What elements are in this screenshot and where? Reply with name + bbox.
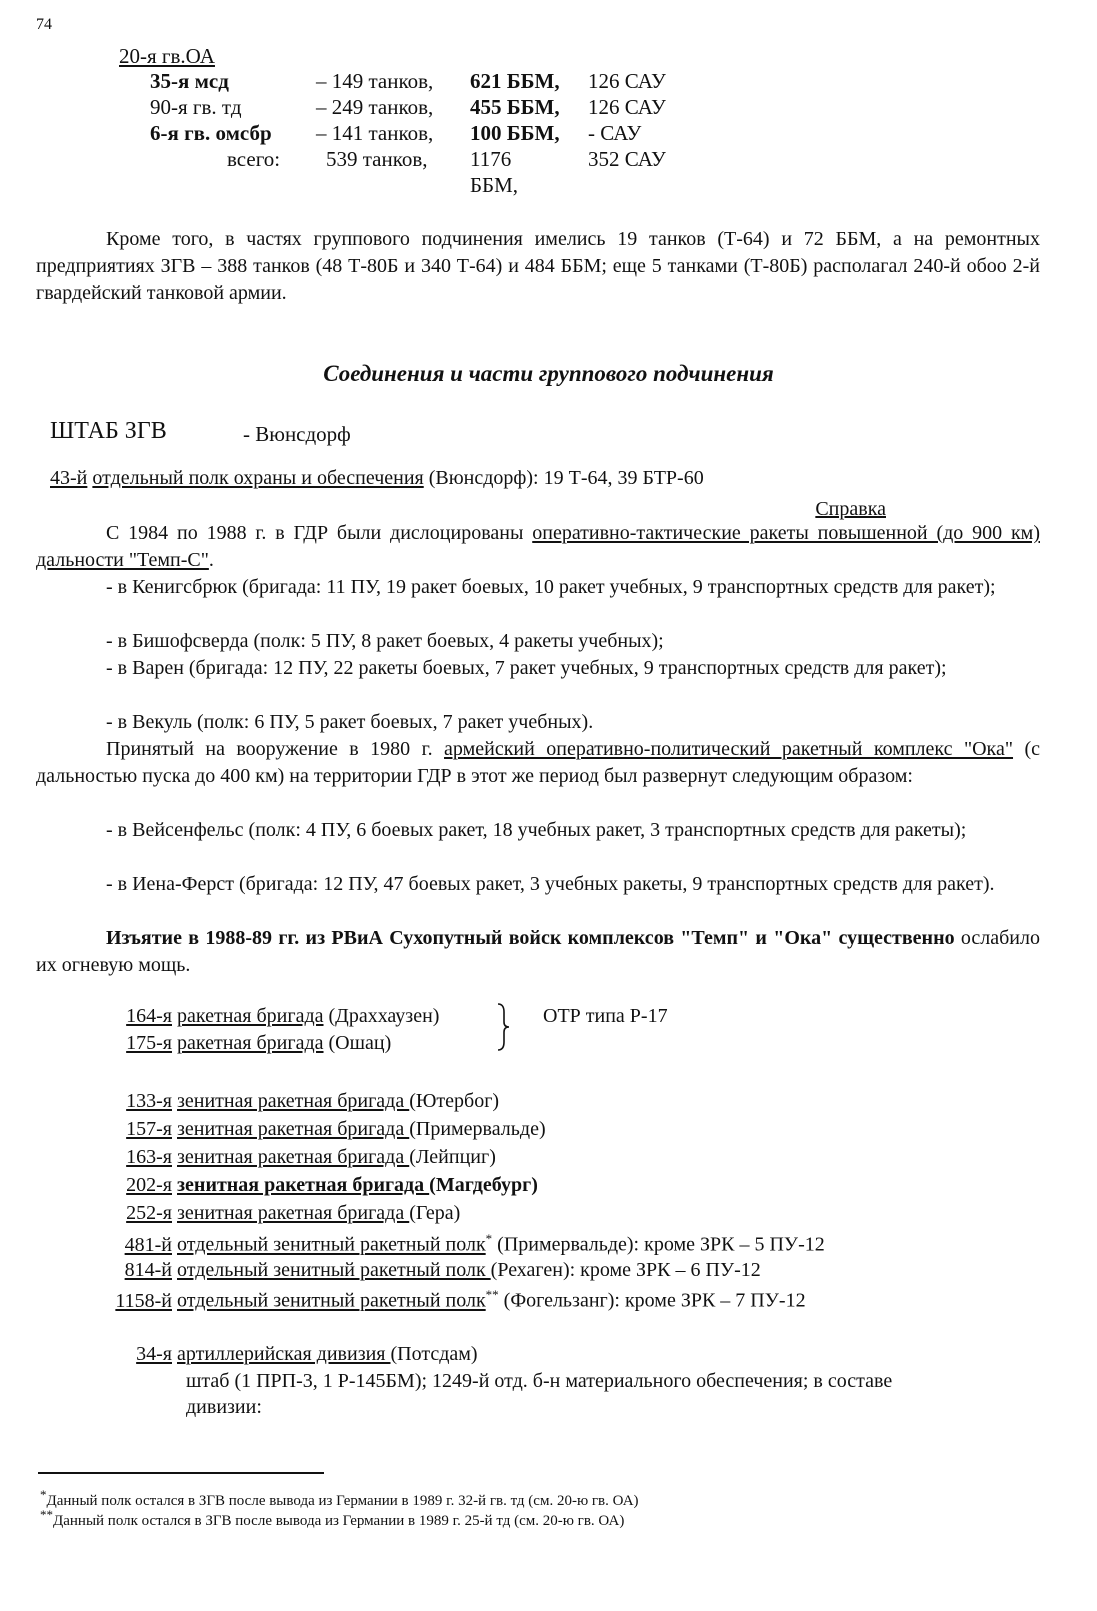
list-item bbox=[100, 1231, 825, 1257]
reference-label: Справка bbox=[815, 498, 886, 520]
unit-location: (Потсдам) bbox=[390, 1343, 478, 1365]
sau-count: - САУ bbox=[588, 121, 642, 145]
regiment-details: (Вюнсдорф): 19 Т-64, 39 БТР-60 bbox=[423, 467, 704, 489]
tank-count: – 149 танков, bbox=[316, 69, 434, 93]
footnote-mark: * bbox=[485, 1231, 493, 1246]
tank-count: – 141 танков, bbox=[316, 121, 434, 145]
right-brace-icon bbox=[496, 1002, 510, 1052]
oka-intro-rest: (с дальностью пуска до 400 км) на территории ГДР в этот же период был развернут следующим образом: bbox=[36, 738, 1040, 787]
artillery-division bbox=[100, 1343, 478, 1366]
unit-location: (Примервальде) bbox=[409, 1118, 546, 1140]
total-sau: 352 САУ bbox=[588, 147, 666, 171]
footnote-divider bbox=[38, 1472, 324, 1474]
list-item bbox=[100, 1259, 761, 1282]
footnote-mark: * bbox=[40, 1487, 47, 1502]
unit-number: 202-я bbox=[126, 1174, 172, 1196]
temp-item: - в Кенигсбрюк (бригада: 11 ПУ, 19 ракет боевых, 10 ракет учебных, 9 транспортных средств для ракет); bbox=[106, 576, 996, 598]
unit-name: отдельный зенитный ракетный полк bbox=[177, 1259, 491, 1281]
temp-intro bbox=[36, 520, 1040, 574]
summary-paragraph: Кроме того, в частях группового подчинения имелись 19 танков (Т-64) и 72 ББМ, а на ремонтных предприятиях ЗГВ – 388 танков (48 Т-80Б и 340 Т-64) и 484 ББМ; еще 5 танками (Т-80Б) располагал 240-й обоо 2-й гвардейский танковой армии. bbox=[36, 228, 1040, 304]
oka-intro bbox=[36, 736, 1040, 790]
unit-name: 35-я мсд bbox=[150, 69, 229, 93]
unit-number: 252-я bbox=[126, 1202, 172, 1224]
regiment-name: отдельный полк охраны и обеспечения bbox=[92, 467, 424, 489]
bbm-count: 621 ББМ, bbox=[470, 69, 560, 93]
sau-count: 126 САУ bbox=[588, 95, 666, 119]
unit-location: (Фогельзанг): кроме ЗРК – 7 ПУ-12 bbox=[498, 1289, 806, 1312]
list-item bbox=[100, 1202, 460, 1225]
temp-item: - в Варен (бригада: 12 ПУ, 22 ракеты боевых, 7 ракет учебных, 9 транспортных средств для ракет); bbox=[106, 657, 947, 679]
total-tanks: 539 танков, bbox=[326, 147, 428, 171]
list-item bbox=[100, 1287, 806, 1313]
unit-name: отдельный зенитный ракетный полк bbox=[177, 1289, 486, 1312]
unit-name: ракетная бригада bbox=[177, 1005, 324, 1027]
unit-name: отдельный зенитный ракетный полк bbox=[177, 1233, 486, 1256]
unit-number: 481-й bbox=[124, 1233, 172, 1256]
page-number: 74 bbox=[36, 16, 52, 33]
list-item bbox=[100, 1174, 538, 1197]
withdrawal-paragraph bbox=[36, 925, 1040, 979]
temp-intro-end: . bbox=[208, 549, 214, 571]
unit-location: (Магдебург) bbox=[429, 1174, 538, 1196]
unit-name: 90-я гв. тд bbox=[150, 95, 242, 119]
unit-location: (Гера) bbox=[409, 1202, 461, 1224]
total-bbm: 1176 bbox=[470, 147, 512, 171]
hq-location: - Вюнсдорф bbox=[243, 422, 351, 446]
list-item bbox=[100, 1118, 546, 1141]
unit-number: 163-я bbox=[126, 1146, 172, 1168]
unit-number: 814-й bbox=[124, 1259, 172, 1281]
total-bbm-unit: ББМ, bbox=[470, 173, 519, 197]
tank-count: – 249 танков, bbox=[316, 95, 434, 119]
bbm-count: 455 ББМ, bbox=[470, 95, 560, 119]
unit-location: (Рехаген): кроме ЗРК – 6 ПУ-12 bbox=[490, 1259, 761, 1281]
total-label: всего: bbox=[227, 147, 281, 171]
artillery-description-cont: дивизии: bbox=[186, 1396, 262, 1418]
temp-missile-name: оперативно-тактические ракеты повышенной (до 900 км) дальности "Темп-С" bbox=[36, 522, 1040, 571]
temp-intro-text: С 1984 по 1988 г. в ГДР были дислоцированы bbox=[106, 522, 533, 544]
unit-location: (Драххаузен) bbox=[323, 1005, 440, 1027]
footnote-text: Данный полк остался в ЗГВ после вывода из Германии в 1989 г. 25-й тд (см. 20-ю гв. ОА) bbox=[53, 1513, 625, 1529]
list-item bbox=[100, 1032, 391, 1055]
oka-complex-name: армейский оперативно-политический ракетный комплекс "Ока" bbox=[444, 738, 1014, 760]
unit-number: 164-я bbox=[126, 1005, 172, 1027]
section-title: Соединения и части группового подчинения bbox=[323, 361, 774, 386]
unit-name: зенитная ракетная бригада bbox=[177, 1146, 410, 1168]
hq-label: ШТАБ ЗГВ bbox=[50, 418, 167, 444]
temp-item: - в Бишофсверда (полк: 5 ПУ, 8 ракет боевых, 4 ракеты учебных); bbox=[106, 630, 664, 652]
otr-note: ОТР типа Р-17 bbox=[543, 1005, 668, 1027]
withdrawal-bold: Изъятие в 1988-89 гг. из РВиА Сухопутный войск комплексов "Темп" и "Ока" существенно bbox=[106, 927, 955, 949]
footnote bbox=[40, 1507, 624, 1530]
unit-location: (Ошац) bbox=[323, 1032, 392, 1054]
temp-item: - в Векуль (полк: 6 ПУ, 5 ракет боевых, 7 ракет учебных). bbox=[106, 711, 594, 733]
footnote-mark: ** bbox=[485, 1287, 499, 1302]
unit-name: зенитная ракетная бригада bbox=[177, 1174, 430, 1196]
unit-name: зенитная ракетная бригада bbox=[177, 1090, 410, 1112]
regiment-43-line bbox=[50, 467, 704, 490]
list-item bbox=[100, 1090, 499, 1113]
unit-name: зенитная ракетная бригада bbox=[177, 1118, 410, 1140]
unit-location: (Ютербог) bbox=[409, 1090, 500, 1112]
unit-location: (Лейпциг) bbox=[409, 1146, 496, 1168]
bbm-count: 100 ББМ, bbox=[470, 121, 560, 145]
list-item bbox=[100, 1005, 439, 1028]
army-title: 20-я гв.ОА bbox=[119, 44, 215, 68]
unit-name: артиллерийская дивизия bbox=[177, 1343, 391, 1365]
unit-number: 175-я bbox=[126, 1032, 172, 1054]
unit-location: (Примервальде): кроме ЗРК – 5 ПУ-12 bbox=[492, 1233, 825, 1256]
oka-intro-text: Принятый на вооружение в 1980 г. bbox=[106, 738, 445, 760]
unit-number: 34-я bbox=[136, 1343, 172, 1365]
withdrawal-rest: ослабило их огневую мощь. bbox=[36, 927, 1040, 976]
unit-number: 157-я bbox=[126, 1118, 172, 1140]
unit-number: 133-я bbox=[126, 1090, 172, 1112]
sau-count: 126 САУ bbox=[588, 69, 666, 93]
unit-name: ракетная бригада bbox=[177, 1032, 324, 1054]
unit-name: зенитная ракетная бригада bbox=[177, 1202, 410, 1224]
artillery-description: штаб (1 ПРП-3, 1 Р-145БМ); 1249-й отд. б-н материального обеспечения; в составе bbox=[186, 1370, 893, 1392]
regiment-number: 43-й bbox=[50, 467, 88, 489]
unit-name: 6-я гв. омсбр bbox=[150, 121, 272, 145]
footnote-mark: ** bbox=[40, 1507, 53, 1522]
oka-item: - в Иена-Ферст (бригада: 12 ПУ, 47 боевых ракет, 3 учебных ракеты, 9 транспортных средств для ракет). bbox=[106, 873, 995, 895]
footnote-text: Данный полк остался в ЗГВ после вывода из Германии в 1989 г. 32-й гв. тд (см. 20-ю гв. ОА) bbox=[46, 1493, 639, 1509]
oka-item: - в Вейсенфельс (полк: 4 ПУ, 6 боевых ракет, 18 учебных ракет, 3 транспортных средств для ракеты); bbox=[106, 819, 967, 841]
unit-number: 1158-й bbox=[115, 1289, 172, 1312]
list-item bbox=[100, 1146, 496, 1169]
